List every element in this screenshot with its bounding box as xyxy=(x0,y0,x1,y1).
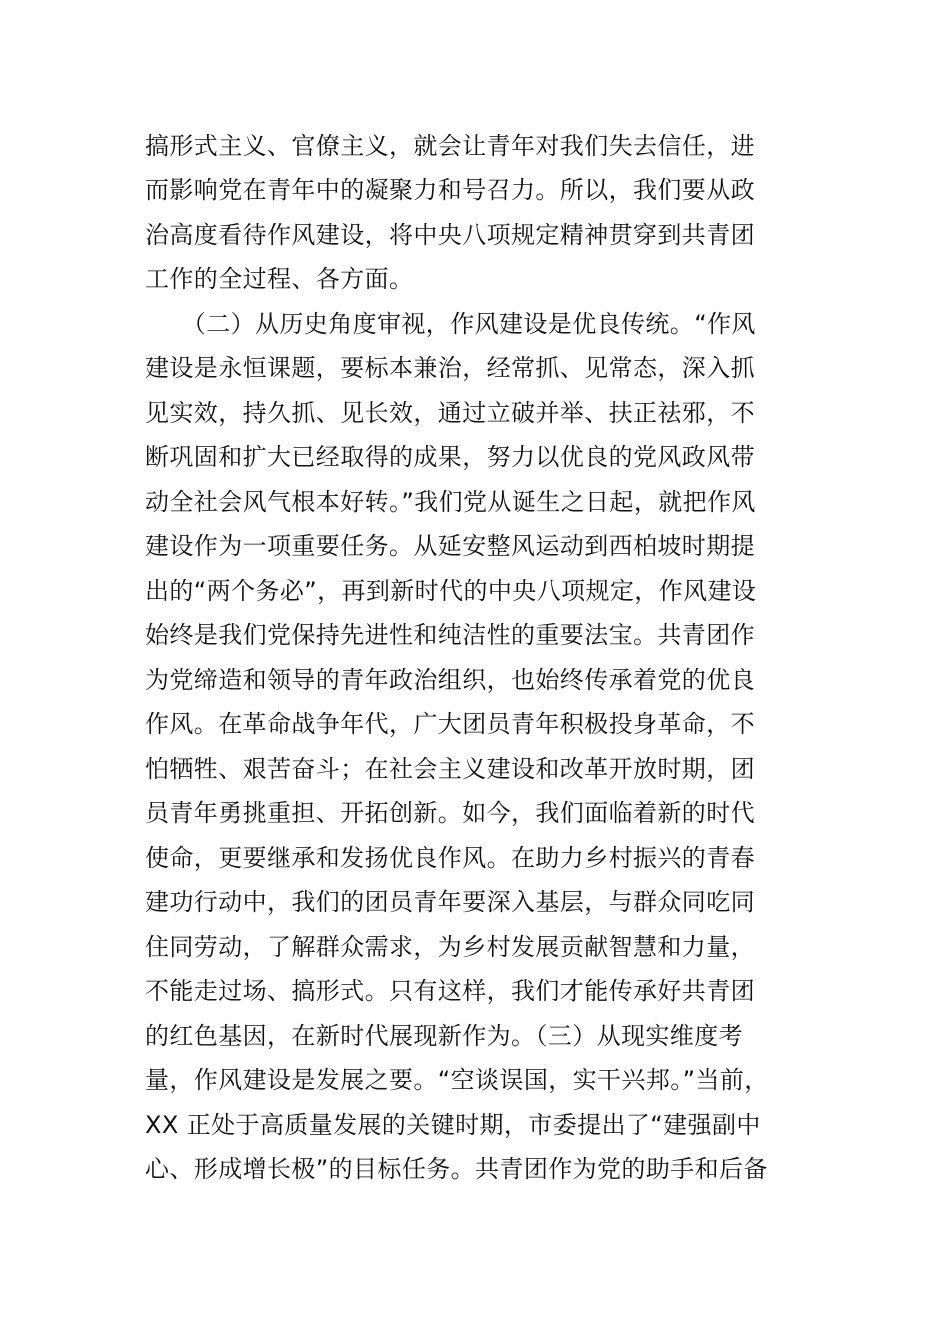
section-heading-line: （二）从历史角度审视，作风建设是优良传统。“作风 xyxy=(145,310,756,338)
text-line: 怕牺牲、艰苦奋斗；在社会主义建设和改革开放时期，团 xyxy=(145,755,755,783)
text-line: 建设作为一项重要任务。从延安整风运动到西柏坡时期提 xyxy=(145,532,755,560)
text-line: 工作的全过程、各方面。 xyxy=(145,265,414,293)
text-line: 搞形式主义、官僚主义，就会让青年对我们失去信任，进 xyxy=(145,132,755,160)
text-line: 使命，更要继承和发扬优良作风。在助力乡村振兴的青春 xyxy=(145,844,755,872)
text-line: 心、形成增长极”的目标任务。共青团作为党的助手和后备 xyxy=(145,1155,768,1183)
text-line: 员青年勇挑重担、开拓创新。如今，我们面临着新的时代 xyxy=(145,799,755,827)
text-line: 量，作风建设是发展之要。“空谈误国，实干兴邦。”当前， xyxy=(145,1066,769,1094)
text-line: 不能走过场、搞形式。只有这样，我们才能传承好共青团 xyxy=(145,977,755,1005)
text-line: 住同劳动，了解群众需求，为乡村发展贡献智慧和力量， xyxy=(145,933,755,961)
text-line: 出的“两个务必”，再到新时代的中央八项规定，作风建设 xyxy=(145,577,757,605)
text-line: 为党缔造和领导的青年政治组织，也始终传承着党的优良 xyxy=(145,666,755,694)
text-line: 建功行动中，我们的团员青年要深入基层，与群众同吃同 xyxy=(145,888,755,916)
text-line: 而影响党在青年中的凝聚力和号召力。所以，我们要从政 xyxy=(145,176,755,204)
text-line: 动全社会风气根本好转。”我们党从诞生之日起，就把作风 xyxy=(145,488,756,516)
text-line: 的红色基因，在新时代展现新作为。（三）从现实维度考 xyxy=(145,1022,743,1050)
text-line: 治高度看待作风建设，将中央八项规定精神贯穿到共青团 xyxy=(145,221,755,249)
text-line: 断巩固和扩大已经取得的成果，努力以优良的党风政风带 xyxy=(145,443,755,471)
text-line: 始终是我们党保持先进性和纯洁性的重要法宝。共青团作 xyxy=(145,621,755,649)
text-line: 见实效，持久抓、见长效，通过立破并举、扶正祛邪，不 xyxy=(145,399,755,427)
text-line: XX 正处于高质量发展的关键时期，市委提出了“建强副中 xyxy=(145,1111,761,1139)
text-line: 建设是永恒课题，要标本兼治，经常抓、见常态，深入抓 xyxy=(145,354,755,382)
text-line: 作风。在革命战争年代，广大团员青年积极投身革命，不 xyxy=(145,710,755,738)
